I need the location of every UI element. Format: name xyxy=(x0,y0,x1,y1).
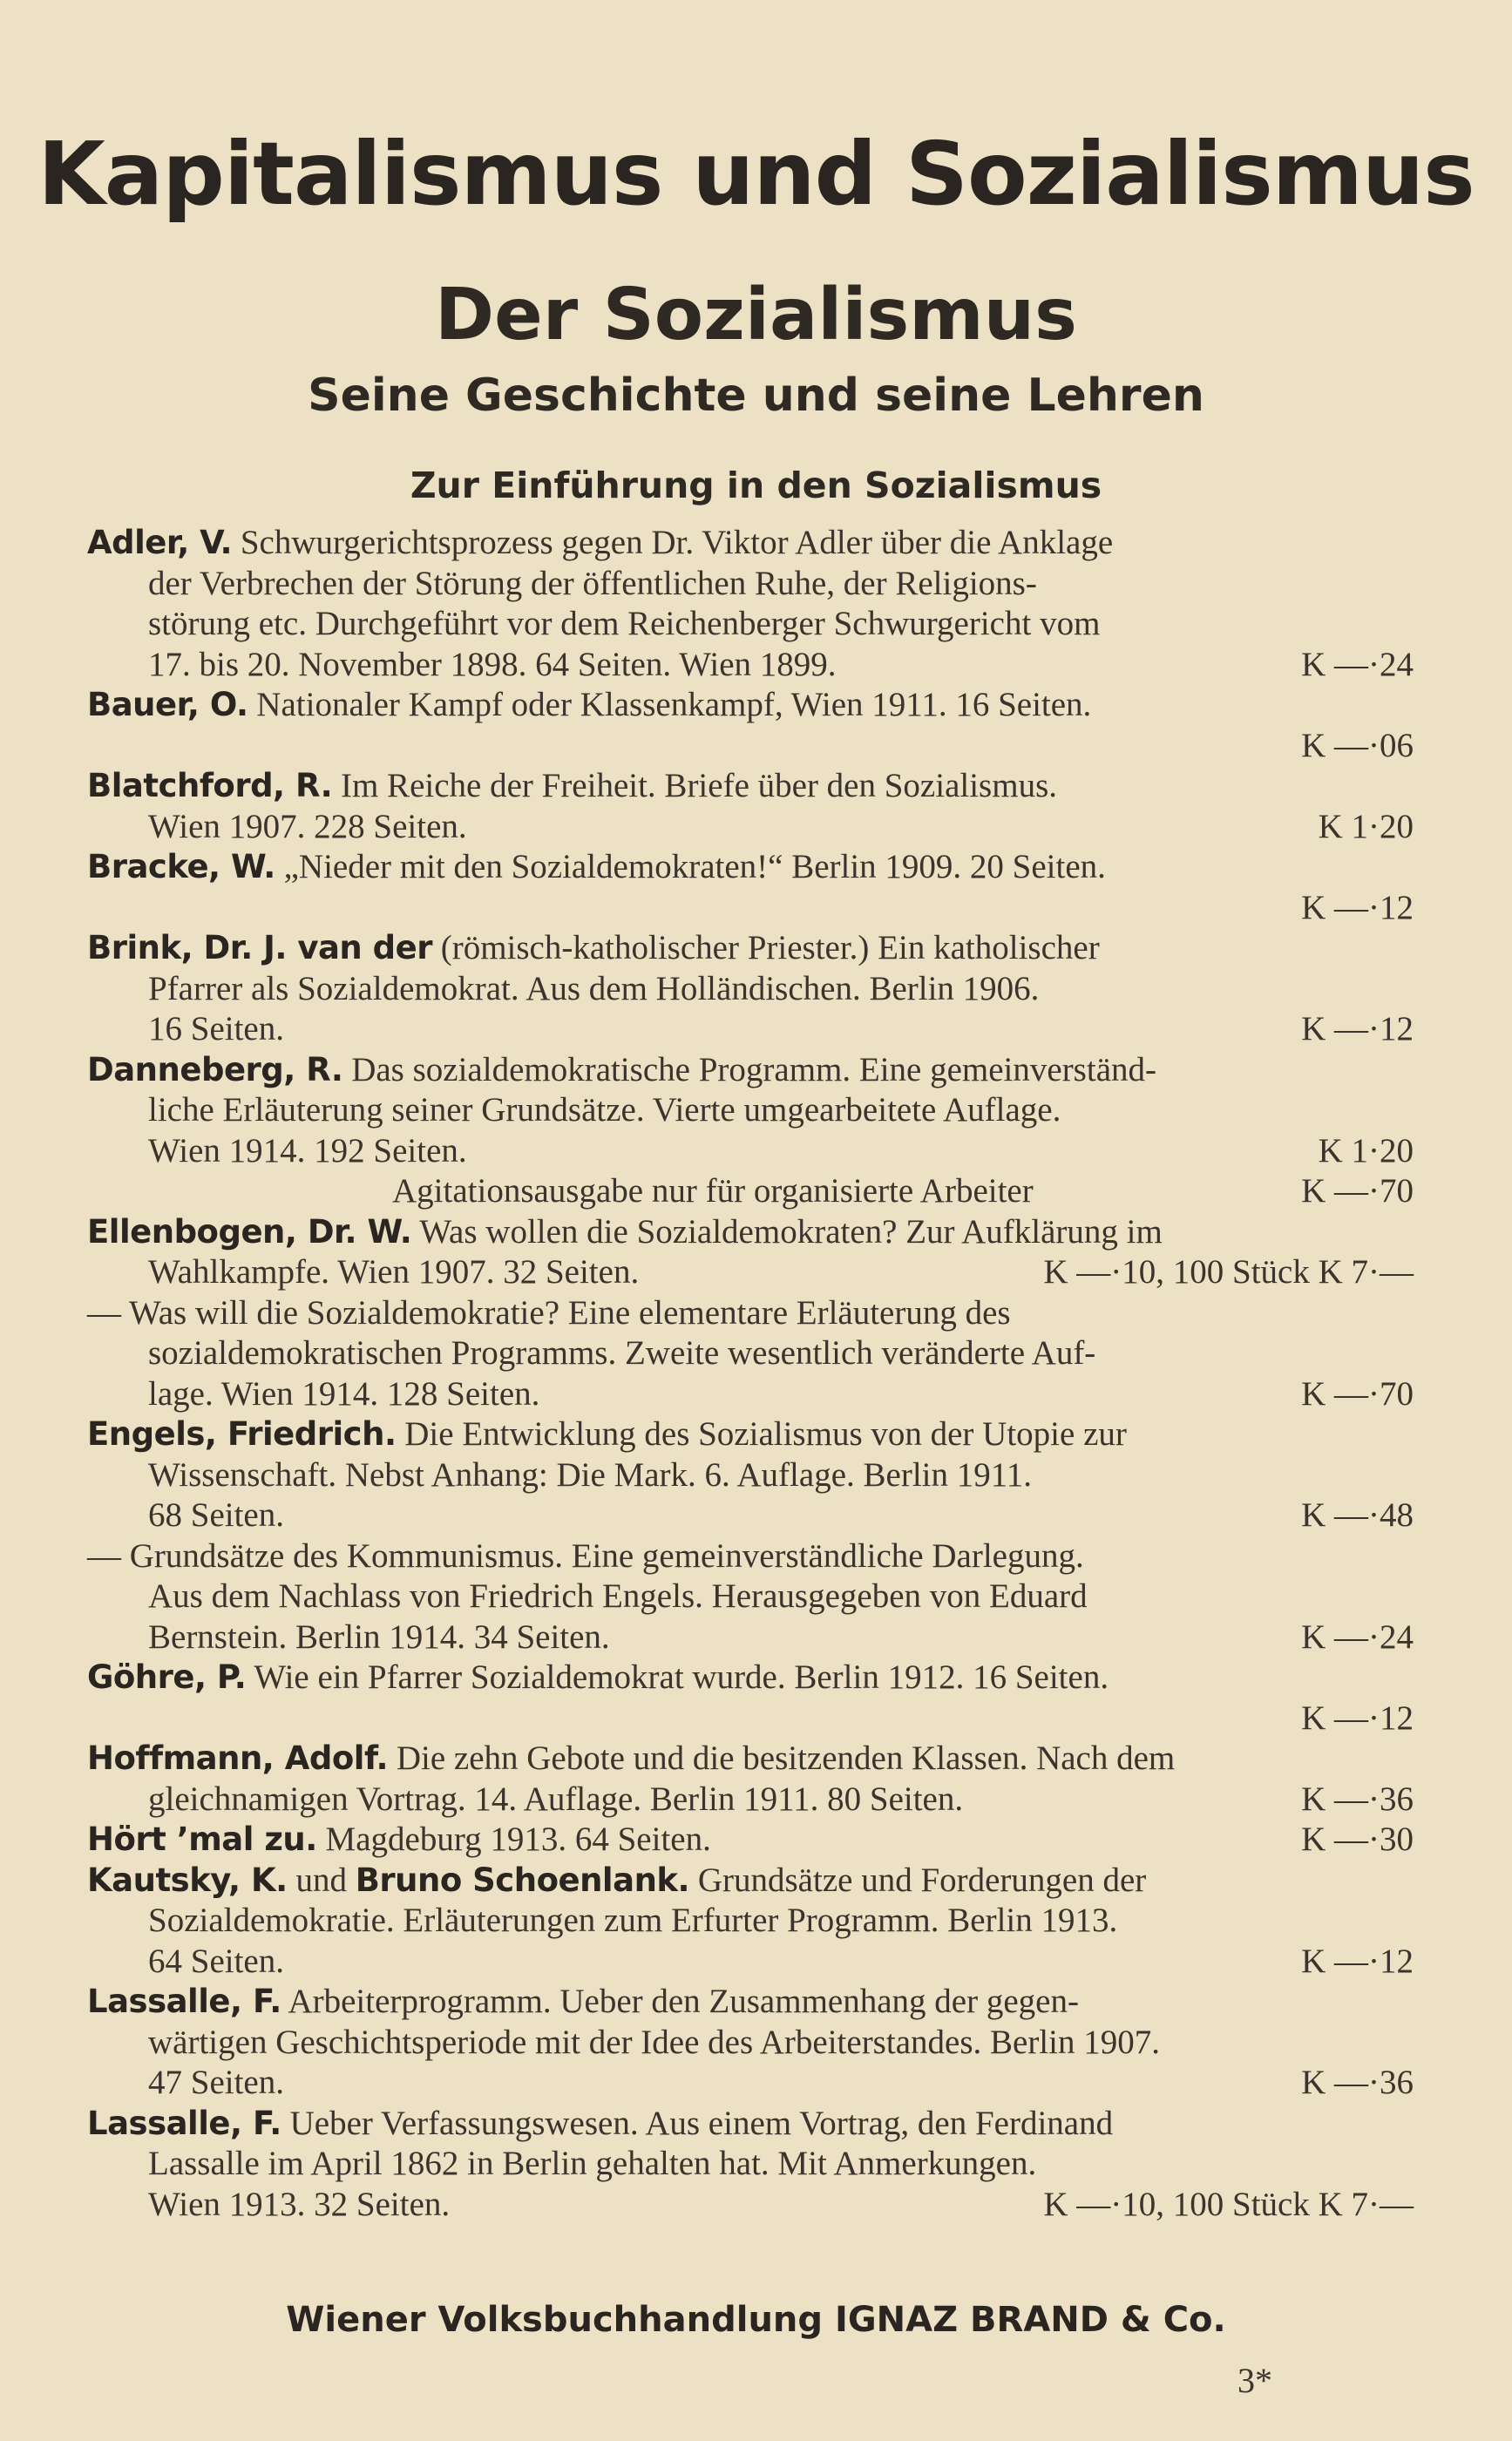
page-title: Kapitalismus und Sozialismus xyxy=(37,123,1475,225)
entry-text: 16 Seiten. xyxy=(148,1010,284,1048)
entry-text: Magdeburg 1913. 64 Seiten. xyxy=(325,1821,711,1858)
entry-author: Bruno Schoenlank. xyxy=(355,1861,690,1899)
book-entry xyxy=(87,1739,1414,1820)
entry-text: und xyxy=(295,1861,347,1899)
book-entry xyxy=(87,1414,1414,1536)
book-entry xyxy=(87,1050,1414,1212)
entry-price: K —·48 xyxy=(1301,1496,1414,1534)
entry-price: K 1·20 xyxy=(1318,1131,1414,1170)
entry-text: Wahlkampfe. Wien 1907. 32 Seiten. xyxy=(148,1253,640,1291)
book-list xyxy=(87,523,1414,2225)
entry-price: K —·36 xyxy=(1301,1780,1414,1818)
entry-text: Was wollen die Sozialdemokraten? Zur Aufklärung im xyxy=(419,1212,1163,1251)
entry-text: sozialdemokratischen Programms. Zweite wesentlich veränderte Auf- xyxy=(148,1334,1096,1372)
entry-price: K —·24 xyxy=(1301,1617,1414,1656)
entry-text: — Was will die Sozialdemokratie? Eine elementare Erläuterung des xyxy=(87,1293,1011,1332)
entry-author: Bracke, W. xyxy=(87,848,275,885)
entry-author: Brink, Dr. J. van der xyxy=(87,929,432,966)
entry-text: — Grundsätze des Kommunismus. Eine gemeinverständliche Darlegung. xyxy=(87,1536,1084,1575)
section-subtitle: Seine Geschichte und seine Lehren xyxy=(308,370,1204,422)
entry-text: 17. bis 20. November 1898. 64 Seiten. Wien 1899. xyxy=(148,645,837,683)
entry-author: Danneberg, R. xyxy=(87,1050,343,1088)
entry-price: K —·12 xyxy=(1301,1699,1414,1737)
book-entry xyxy=(87,847,1414,928)
entry-text: Wissenschaft. Nebst Anhang: Die Mark. 6. Auflage. Berlin 1911. xyxy=(148,1455,1033,1494)
book-entry xyxy=(87,523,1414,685)
section-title: Der Sozialismus xyxy=(435,274,1077,356)
entry-author: Blatchford, R. xyxy=(87,767,333,804)
entry-text: Schwurgerichtsprozess gegen Dr. Viktor Adler über die Anklage xyxy=(240,524,1114,561)
entry-price: K —·70 xyxy=(1301,1374,1414,1413)
entry-author: Adler, V. xyxy=(87,524,233,561)
book-entry xyxy=(87,2104,1414,2226)
book-entry xyxy=(87,1212,1414,1293)
book-entry xyxy=(87,1536,1414,1658)
entry-text: Sozialdemokratie. Erläuterungen zum Erfurter Programm. Berlin 1913. xyxy=(148,1902,1118,1939)
entry-text: 47 Seiten. xyxy=(148,2064,284,2101)
book-entry xyxy=(87,1293,1414,1415)
entry-author: Lassalle, F. xyxy=(87,2104,281,2142)
entry-text: Grundsätze und Forderungen der xyxy=(697,1861,1147,1899)
entry-price: K —·30 xyxy=(1301,1821,1414,1858)
entry-price: K —·24 xyxy=(1301,645,1414,683)
entry-text: Lassalle im April 1862 in Berlin gehalten hat. Mit Anmerkungen. xyxy=(148,2145,1037,2182)
entry-author: Hört ’mal zu. xyxy=(87,1821,317,1858)
entry-text: Ueber Verfassungswesen. Aus einem Vortrag, den Ferdinand xyxy=(289,2104,1114,2142)
entry-text: Aus dem Nachlass von Friedrich Engels. Herausgegeben von Eduard xyxy=(148,1577,1088,1615)
entry-text: Bernstein. Berlin 1914. 34 Seiten. xyxy=(148,1617,610,1656)
entry-author: Lassalle, F. xyxy=(87,1983,281,2020)
entry-text: Wien 1907. 228 Seiten. xyxy=(148,807,467,845)
entry-author: Kautsky, K. xyxy=(87,1861,288,1899)
entry-text: wärtigen Geschichtsperiode mit der Idee des Arbeiterstandes. Berlin 1907. xyxy=(148,2023,1160,2061)
entry-price: K —·06 xyxy=(1301,726,1414,764)
entry-price: K —·70 xyxy=(1301,1172,1414,1210)
book-entry xyxy=(87,685,1414,766)
entry-text: Im Reiche der Freiheit. Briefe über den Sozialismus. xyxy=(340,767,1057,804)
entry-text: „Nieder mit den Sozialdemokraten!“ Berlin 1909. 20 Seiten. xyxy=(283,848,1106,885)
entry-author: Bauer, O. xyxy=(87,686,248,723)
entry-price: K —·12 xyxy=(1301,1010,1414,1048)
book-entry xyxy=(87,1820,1414,1861)
entry-text: Nationaler Kampf oder Klassenkampf, Wien 1911. 16 Seiten. xyxy=(256,686,1092,723)
entry-text: lage. Wien 1914. 128 Seiten. xyxy=(148,1374,540,1413)
book-entry xyxy=(87,1982,1414,2104)
subsection-heading: Zur Einführung in den Sozialismus xyxy=(410,464,1102,506)
entry-text: Wien 1914. 192 Seiten. xyxy=(148,1131,467,1170)
entry-author: Engels, Friedrich. xyxy=(87,1415,397,1453)
entry-price: K —·12 xyxy=(1301,1942,1414,1980)
book-entry xyxy=(87,766,1414,847)
entry-price: K —·10, 100 Stück K 7·— xyxy=(1043,1253,1414,1291)
book-entry xyxy=(87,928,1414,1050)
entry-text: Das sozialdemokratische Programm. Eine gemeinverständ- xyxy=(351,1050,1156,1088)
entry-text: (römisch-katholischer Priester.) Ein katholischer xyxy=(440,929,1100,966)
entry-price: K —·10, 100 Stück K 7·— xyxy=(1043,2185,1414,2223)
entry-price: K 1·20 xyxy=(1318,807,1414,845)
entry-text: Pfarrer als Sozialdemokrat. Aus dem Holländischen. Berlin 1906. xyxy=(148,969,1040,1007)
page-number: 3* xyxy=(1237,2361,1272,2400)
entry-text: der Verbrechen der Störung der öffentlichen Ruhe, der Religions- xyxy=(148,564,1037,602)
entry-text: Wie ein Pfarrer Sozialdemokrat wurde. Berlin 1912. 16 Seiten. xyxy=(254,1658,1109,1696)
entry-text: gleichnamigen Vortrag. 14. Auflage. Berlin 1911. 80 Seiten. xyxy=(148,1780,964,1818)
publisher-footer: Wiener Volksbuchhandlung IGNAZ BRAND & Co. xyxy=(286,2300,1226,2340)
entry-text: Wien 1913. 32 Seiten. xyxy=(148,2185,451,2223)
entry-text: Arbeiterprogramm. Ueber den Zusammenhang der gegen- xyxy=(288,1983,1079,2020)
entry-text: störung etc. Durchgeführt vor dem Reichenberger Schwurgericht vom xyxy=(148,605,1101,642)
entry-author: Hoffmann, Adolf. xyxy=(87,1739,389,1777)
book-entry xyxy=(87,1658,1414,1739)
entry-text: liche Erläuterung seiner Grundsätze. Vierte umgearbeitete Auflage. xyxy=(148,1091,1061,1129)
entry-author: Göhre, P. xyxy=(87,1658,247,1696)
entry-price: K —·12 xyxy=(1301,888,1414,926)
entry-text: Agitationsausgabe nur für organisierte Arbeiter xyxy=(392,1172,1034,1210)
entry-text: 68 Seiten. xyxy=(148,1496,284,1534)
entry-text: Die zehn Gebote und die besitzenden Klassen. Nach dem xyxy=(396,1739,1176,1777)
entry-author: Ellenbogen, Dr. W. xyxy=(87,1212,412,1251)
entry-price: K —·36 xyxy=(1301,2064,1414,2101)
entry-text: Die Entwicklung des Sozialismus von der Utopie zur xyxy=(404,1415,1127,1453)
entry-text: 64 Seiten. xyxy=(148,1942,284,1980)
book-entry xyxy=(87,1861,1414,1983)
